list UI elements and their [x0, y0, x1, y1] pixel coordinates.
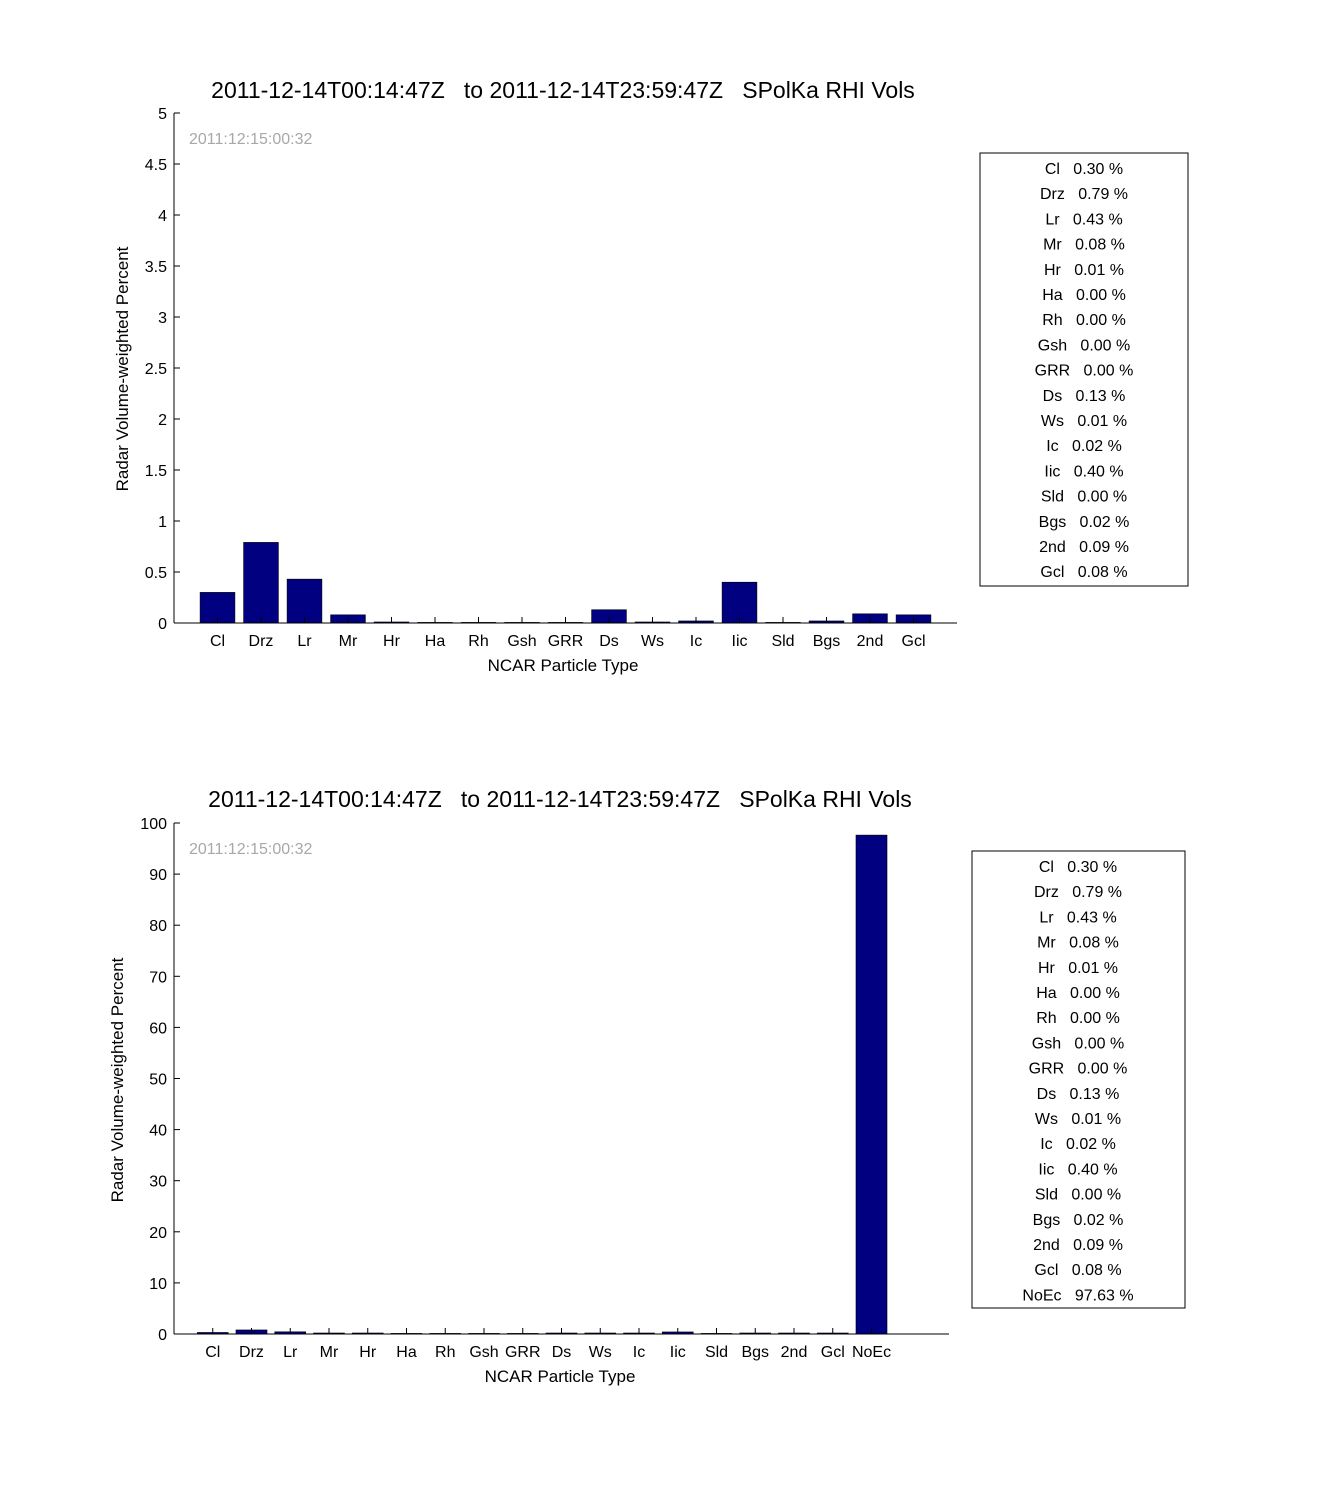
legend-entry: Ha 0.00 %	[1042, 287, 1126, 304]
y-tick-label: 80	[149, 918, 167, 936]
x-tick-label-hr: Hr	[359, 1344, 377, 1361]
legend-entry: Iic 0.40 %	[1044, 463, 1124, 481]
legend-entry: Lr 0.43 %	[1045, 211, 1123, 229]
y-tick-label: 4	[158, 208, 167, 225]
legend-entry: Mr 0.08 %	[1043, 236, 1125, 254]
x-tick-label-grr: GRR	[547, 633, 584, 650]
y-tick-label: 30	[149, 1173, 167, 1191]
y-tick-label: 0.5	[144, 565, 167, 582]
bar-noec	[856, 835, 887, 1334]
legend-entry: NoEc 97.63 %	[1022, 1287, 1134, 1305]
y-tick-group	[140, 816, 180, 1344]
legend-entry: Cl 0.30 %	[1038, 859, 1118, 876]
x-tick-label-sld: Sld	[771, 633, 795, 650]
legend-entry: Ic 0.02 %	[1046, 438, 1122, 456]
legend-entry: Gsh 0.00 %	[1037, 337, 1131, 355]
legend-entry: Bgs 0.02 %	[1038, 513, 1130, 531]
legend-entry: Sld 0.00 %	[1040, 488, 1128, 506]
legend-entry: Ha 0.00 %	[1036, 985, 1120, 1002]
chart-top	[113, 77, 1188, 675]
legend-entry: 2nd 0.09 %	[1039, 539, 1129, 556]
legend-entry: Mr 0.08 %	[1037, 934, 1119, 952]
legend-entry: Gcl 0.08 %	[1040, 564, 1128, 582]
x-tick-label-ic: Ic	[689, 633, 703, 650]
y-tick-label: 3.5	[144, 259, 167, 276]
legend-entry: Iic 0.40 %	[1038, 1161, 1118, 1179]
x-tick-label-lr: Lr	[283, 1344, 298, 1361]
x-axis-label: NCAR Particle Type	[484, 1367, 636, 1386]
timestamp-stamp: 2011:12:15:00:32	[189, 841, 313, 858]
x-tick-label-drz: Drz	[248, 633, 274, 650]
bar-iic	[722, 582, 757, 623]
x-tick-label-cl: Cl	[205, 1344, 221, 1361]
x-tick-label-ws: Ws	[640, 633, 665, 650]
y-tick-label: 20	[149, 1224, 167, 1242]
x-tick-label-mr: Mr	[338, 633, 358, 650]
x-tick-label-gsh: Gsh	[469, 1344, 499, 1361]
y-tick-label: 100	[140, 816, 167, 833]
y-tick-label: 2	[158, 412, 167, 429]
x-tick-label-2nd: 2nd	[856, 633, 884, 650]
y-tick-label: 5	[158, 106, 167, 123]
y-tick-label: 1.5	[144, 463, 167, 480]
legend-entry: Gsh 0.00 %	[1031, 1035, 1125, 1053]
legend-entry: GRR 0.00 %	[1028, 1060, 1128, 1078]
legend-entry: 2nd 0.09 %	[1033, 1237, 1123, 1254]
legend-entry: Ws 0.01 %	[1040, 413, 1128, 430]
y-tick-label: 90	[149, 867, 167, 885]
legend-entry: Ds 0.13 %	[1042, 387, 1126, 405]
x-tick-label-hr: Hr	[383, 633, 400, 650]
chart-bottom	[108, 786, 1185, 1386]
x-tick-label-gsh: Gsh	[507, 633, 537, 650]
x-tick-label-iic: Iic	[669, 1344, 686, 1361]
y-tick-label: 70	[149, 969, 167, 987]
x-tick-label-ha: Ha	[424, 633, 446, 650]
legend-entry: Hr 0.01 %	[1043, 261, 1125, 279]
bar-lr	[287, 579, 322, 623]
y-tick-label: 0	[158, 1327, 167, 1344]
y-axis-label: Radar Volume-weighted Percent	[113, 246, 132, 492]
timestamp-stamp: 2011:12:15:00:32	[189, 131, 313, 148]
y-tick-label: 40	[149, 1122, 167, 1140]
bar-group	[197, 835, 887, 1334]
legend-entry: GRR 0.00 %	[1034, 362, 1134, 380]
legend-entry: Ws 0.01 %	[1034, 1111, 1122, 1128]
bar-drz	[244, 542, 279, 623]
chart-title: 2011-12-14T00:14:47Z to 2011-12-14T23:59:47Z SPolKa RHI Vols	[208, 786, 912, 812]
y-tick-label: 10	[149, 1275, 167, 1293]
x-tick-label-lr: Lr	[297, 633, 312, 650]
x-tick-label-noec: NoEc	[851, 1344, 892, 1361]
y-tick-label: 3	[158, 310, 167, 327]
y-tick-label: 1	[158, 514, 167, 531]
y-tick-label: 2.5	[144, 361, 167, 378]
x-tick-label-drz: Drz	[239, 1344, 264, 1361]
y-tick-label: 4.5	[144, 157, 167, 174]
x-tick-label-ic: Ic	[632, 1344, 646, 1361]
x-tick-label-2nd: 2nd	[780, 1344, 808, 1361]
y-tick-label: 60	[149, 1020, 167, 1038]
x-tick-label-gcl: Gcl	[820, 1344, 845, 1361]
x-tick-label-ha: Ha	[396, 1344, 417, 1361]
x-tick-label-ws: Ws	[588, 1344, 612, 1361]
legend-entry: Sld 0.00 %	[1034, 1186, 1122, 1204]
legend-entry: Ic 0.02 %	[1040, 1136, 1116, 1154]
legend-entry: Drz 0.79 %	[1039, 186, 1129, 204]
y-tick-label: 0	[158, 616, 167, 633]
legend-entry: Ds 0.13 %	[1036, 1085, 1120, 1103]
x-tick-label-ds: Ds	[599, 633, 619, 650]
x-tick-label-mr: Mr	[319, 1344, 339, 1361]
x-tick-label-sld: Sld	[704, 1344, 729, 1361]
legend-entry: Rh 0.00 %	[1036, 1010, 1120, 1028]
x-axis-label: NCAR Particle Type	[487, 656, 639, 675]
y-tick-label: 50	[149, 1071, 167, 1089]
x-tick-label-iic: Iic	[731, 633, 748, 650]
bar-group	[200, 542, 931, 623]
legend-entry: Lr 0.43 %	[1039, 909, 1117, 927]
legend-entry: Drz 0.79 %	[1033, 884, 1123, 902]
legend-entry: Gcl 0.08 %	[1034, 1262, 1122, 1280]
x-tick-label-rh: Rh	[435, 1344, 456, 1361]
x-tick-label-rh: Rh	[468, 633, 489, 650]
legend-entry: Cl 0.30 %	[1044, 161, 1124, 178]
x-tick-label-cl: Cl	[209, 633, 226, 650]
x-tick-label-ds: Ds	[551, 1344, 572, 1361]
legend	[1035, 161, 1134, 581]
chart-title: 2011-12-14T00:14:47Z to 2011-12-14T23:59:47Z SPolKa RHI Vols	[211, 77, 915, 103]
legend-entry: Hr 0.01 %	[1037, 959, 1119, 977]
x-tick-label-bgs: Bgs	[741, 1344, 770, 1361]
legend-entry: Bgs 0.02 %	[1032, 1211, 1124, 1229]
x-tick-group	[174, 1328, 949, 1361]
y-tick-group	[145, 106, 180, 633]
legend-entry: Rh 0.00 %	[1042, 312, 1126, 330]
x-tick-label-bgs: Bgs	[812, 633, 841, 650]
x-tick-label-gcl: Gcl	[901, 633, 926, 650]
y-axis-label: Radar Volume-weighted Percent	[108, 957, 127, 1203]
x-tick-label-grr: GRR	[504, 1344, 541, 1361]
